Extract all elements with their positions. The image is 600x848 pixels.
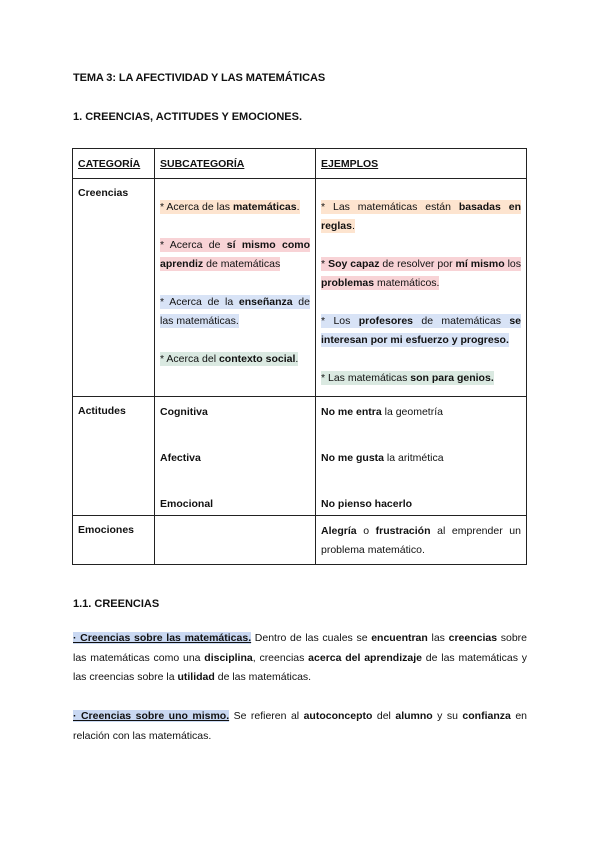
subcategory-item: * Acerca del contexto social. xyxy=(160,353,299,365)
example-item: * Los profesores de matemáticas se interesan por mi esfuerzo y progreso. xyxy=(321,315,521,346)
subcategory-afectiva: Afectiva xyxy=(160,452,201,464)
subcategory-emocional: Emocional xyxy=(160,498,214,510)
table-header-row xyxy=(73,149,527,179)
category-cell xyxy=(73,516,155,565)
category-cell xyxy=(73,179,155,397)
header-subcategoria: SUBCATEGORÍA xyxy=(155,149,316,179)
example-emocional: No pienso hacerlo xyxy=(321,498,413,510)
example-item: * Las matemáticas son para genios. xyxy=(321,372,494,384)
header-ejemplos: EJEMPLOS xyxy=(316,149,527,179)
subcategory-cell xyxy=(155,397,316,516)
paragraph-creencias-uno-mismo: · Creencias sobre uno mismo. Se refieren al autoconcepto del alumno y su confianza en relación con las matemáticas. xyxy=(73,710,527,742)
categories-table xyxy=(72,148,527,565)
document-title: TEMA 3: LA AFECTIVIDAD Y LAS MATEMÁTICAS xyxy=(73,72,326,84)
subcategory-item: * Acerca de la enseñanza de las matemáticas. xyxy=(160,296,310,327)
subcategory-cell xyxy=(155,516,316,565)
table-row-creencias xyxy=(73,179,527,397)
category-label: Creencias xyxy=(78,187,129,199)
header-categoria: CATEGORÍA xyxy=(73,149,155,179)
section-heading-1-1: 1.1. CREENCIAS xyxy=(73,598,160,610)
examples-cell xyxy=(316,179,527,397)
subcategory-item: * Acerca de sí mismo como aprendiz de matemáticas xyxy=(160,239,310,270)
subcategory-item: * Acerca de las matemáticas. xyxy=(160,201,300,213)
examples-cell xyxy=(316,397,527,516)
subcategory-cognitiva: Cognitiva xyxy=(160,406,208,418)
examples-cell xyxy=(316,516,527,565)
example-item: * Soy capaz de resolver por mí mismo los problemas matemáticos. xyxy=(321,258,521,289)
category-label: Actitudes xyxy=(78,405,126,417)
subcategory-cell xyxy=(155,179,316,397)
example-afectiva: No me gusta la aritmética xyxy=(321,452,444,464)
paragraph-lead: · Creencias sobre uno mismo. xyxy=(73,710,230,722)
section-heading-1: 1. CREENCIAS, ACTITUDES Y EMOCIONES. xyxy=(73,111,303,123)
table-row-actitudes xyxy=(73,397,527,516)
paragraph-lead: · Creencias sobre las matemáticas. xyxy=(73,632,252,644)
table-row-emociones xyxy=(73,516,527,565)
example-item: * Las matemáticas están basadas en reglas. xyxy=(321,201,522,232)
example-emociones: Alegría o frustración al emprender un problema matemático. xyxy=(321,525,521,556)
paragraph-creencias-matematicas: · Creencias sobre las matemáticas. Dentro de las cuales se encuentran las creencias sobre las matemáticas como una disciplina, creencias acerca del aprendizaje de las matemáticas y las creencias sobre la utilidad de las matemáticas. xyxy=(73,632,528,683)
category-cell xyxy=(73,397,155,516)
example-cognitiva: No me entra la geometría xyxy=(321,406,443,418)
category-label: Emociones xyxy=(78,524,135,536)
